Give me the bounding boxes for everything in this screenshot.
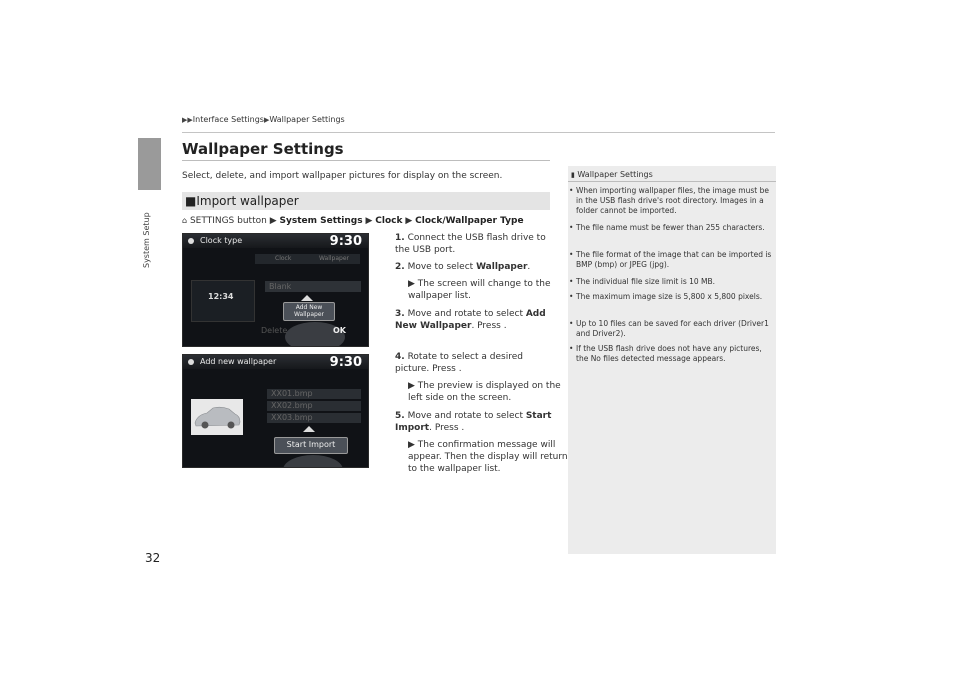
back-icon (188, 238, 194, 244)
section-tab-marker (138, 138, 161, 190)
step-4-result: ▶ The preview is displayed on the left side on the screen. (408, 381, 561, 403)
tab-wallpaper[interactable]: Wallpaper (319, 255, 350, 262)
title-rule (182, 160, 550, 161)
screen-clock: 9:30 (329, 234, 362, 249)
step-1: 1. Connect the USB flash drive to the USB port. (395, 233, 546, 255)
delete-button[interactable]: Delete (261, 326, 288, 335)
menu-path (182, 216, 524, 226)
path-system-settings: System Settings (279, 216, 363, 226)
step-2: 2. Move to select Wallpaper. (395, 262, 531, 272)
header-rule (182, 132, 775, 133)
back-icon (188, 359, 194, 365)
side-section-label: System Setup (142, 212, 151, 268)
screen-clock: 9:30 (329, 355, 362, 370)
screen-clock-type (182, 233, 369, 347)
step-3: 3. Move and rotate to select Add New Wallpaper. Press . (395, 309, 546, 331)
path-arrow-icon: ▶ (365, 216, 373, 226)
dial-icon (283, 455, 343, 468)
screen-header-label: Clock type (200, 236, 243, 245)
step-4: 4. Rotate to select a desired picture. Press . (395, 352, 523, 374)
tab-bar (255, 254, 360, 264)
result-arrow-icon: ▶ (408, 381, 415, 391)
section-heading: ■Import wallpaper (182, 192, 550, 210)
screen-add-new-wallpaper (182, 354, 369, 468)
step-5: 5. Move and rotate to select Start Import. Press . (395, 411, 552, 433)
list-item-file[interactable]: XX01.bmp (267, 389, 361, 399)
path-arrow-icon: ▶ (405, 216, 413, 226)
breadcrumb (182, 115, 345, 124)
note-item: • The file name must be fewer than 255 characters. (569, 223, 765, 232)
start-import-button[interactable]: Start Import (274, 437, 348, 454)
intro-text: Select, delete, and import wallpaper pictures for display on the screen. (182, 171, 503, 181)
home-button-icon: ⌂ (182, 216, 188, 225)
clock-preview: 12:34 (191, 280, 255, 322)
breadcrumb-item-interface[interactable]: Interface Settings (192, 115, 264, 124)
list-item-blank[interactable]: Blank (265, 281, 361, 292)
step-2-result: ▶ The screen will change to the wallpaper list. (408, 279, 551, 301)
note-item: • The file format of the image that can be imported is BMP (bmp) or JPEG (jpg). (569, 250, 772, 269)
page-title: Wallpaper Settings (182, 140, 344, 158)
path-arrow-icon: ▶ (269, 216, 277, 226)
note-item: • The maximum image size is 5,800 x 5,800 pixels. (569, 292, 763, 301)
page-number: 32 (145, 551, 161, 565)
up-arrow-icon (303, 426, 315, 432)
notes-title: ▮ Wallpaper Settings (571, 170, 653, 179)
ok-button[interactable]: OK (333, 326, 346, 335)
path-clock-wallpaper-type: Clock/Wallpaper Type (415, 216, 524, 226)
note-item: • The individual file size limit is 10 MB. (569, 277, 716, 286)
note-marker-icon: ▮ (571, 171, 575, 179)
note-item: • When importing wallpaper files, the image must be in the USB flash drive's root directory. Images in a folder cannot be imported. (569, 186, 769, 215)
note-item: • Up to 10 files can be saved for each driver (Driver1 and Driver2). (569, 319, 769, 338)
notes-rule (568, 181, 776, 182)
car-preview-image (191, 399, 243, 435)
list-item-file[interactable]: XX02.bmp (267, 401, 361, 411)
tab-clock[interactable]: Clock (275, 255, 292, 262)
path-prefix: SETTINGS button (189, 216, 267, 226)
breadcrumb-item-wallpaper[interactable]: Wallpaper Settings (269, 115, 345, 124)
breadcrumb-arrow-icon: ▶ (263, 116, 270, 124)
path-clock: Clock (375, 216, 403, 226)
result-arrow-icon: ▶ (408, 279, 415, 289)
add-new-wallpaper-button[interactable]: Add New Wallpaper (283, 302, 335, 321)
screen-header-label: Add new wallpaper (200, 357, 277, 366)
breadcrumb-arrow-icon: ▶▶ (182, 116, 193, 124)
list-item-file[interactable]: XX03.bmp (267, 413, 361, 423)
result-arrow-icon: ▶ (408, 440, 415, 450)
step-5-result: ▶ The confirmation message will appear. Then the display will return to the wallpaper list. (408, 440, 568, 474)
car-icon (191, 399, 243, 435)
notes-sidebar (568, 166, 776, 554)
note-item: • If the USB flash drive does not have any pictures, the No files detected message appears. (569, 344, 762, 363)
up-arrow-icon (301, 295, 313, 301)
